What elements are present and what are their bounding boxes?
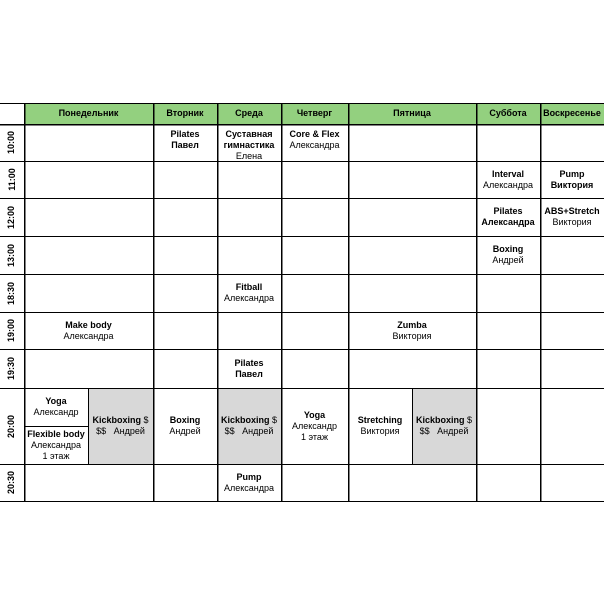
day-header-sat: Суббота: [476, 103, 540, 124]
time-label: 10:00: [0, 124, 24, 161]
time-label: 18:30: [0, 274, 24, 312]
class-cell: Make body Александра: [24, 312, 153, 349]
day-header-thu: Четверг: [281, 103, 348, 124]
class-cell: Pilates Павел: [153, 124, 217, 161]
class-cell: Fitball Александра: [217, 274, 281, 312]
time-label: 12:00: [0, 198, 24, 236]
class-cell: Zumba Виктория: [348, 312, 476, 349]
class-cell: ABS+Stretch Виктория: [540, 198, 604, 236]
class-cell: Kickboxing $ $$ Андрей: [88, 388, 153, 464]
day-header-mon: Понедельник: [24, 103, 153, 124]
class-cell: Core & Flex Александра: [281, 124, 348, 161]
class-cell: Pilates Павел: [217, 349, 281, 388]
class-cell: Pump Виктория: [540, 161, 604, 198]
class-cell: Pilates Александра: [476, 198, 540, 236]
day-header-wed: Среда: [217, 103, 281, 124]
class-cell: Yoga Александр 1 этаж: [281, 388, 348, 464]
time-label: 13:00: [0, 236, 24, 274]
day-header-tue: Вторник: [153, 103, 217, 124]
class-cell: Boxing Андрей: [476, 236, 540, 274]
time-label: 20:30: [0, 464, 24, 501]
class-cell: Stretching Виктория: [348, 388, 412, 464]
class-cell: Yoga Александр: [24, 388, 88, 426]
class-cell: Flexible body Александра 1 этаж: [24, 426, 88, 464]
class-cell: Суставная гимнастика Елена: [217, 124, 281, 161]
time-label: 20:00: [0, 388, 24, 464]
class-cell: Interval Александра: [476, 161, 540, 198]
day-header-sun: Воскресенье: [540, 103, 604, 124]
time-label: 19:00: [0, 312, 24, 349]
class-cell: Kickboxing $ $$ Андрей: [217, 388, 281, 464]
class-cell: Kickboxing $ $$ Андрей: [412, 388, 476, 464]
time-label: 19:30: [0, 349, 24, 388]
class-cell: Boxing Андрей: [153, 388, 217, 464]
class-cell: Pump Александра: [217, 464, 281, 501]
day-header-fri: Пятница: [348, 103, 476, 124]
time-label: 11:00: [0, 161, 24, 198]
